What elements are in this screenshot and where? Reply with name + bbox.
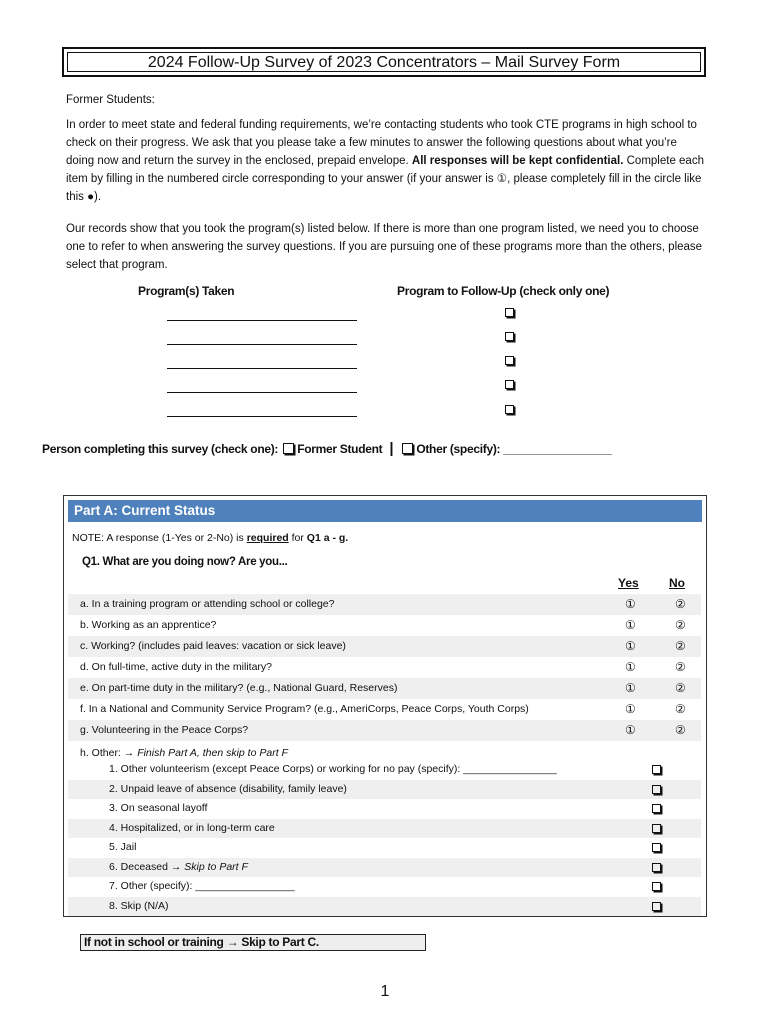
- h-label: h. Other: →: [80, 747, 138, 759]
- note-questions: Q1 a - g.: [306, 532, 349, 544]
- q1-row-label: a. In a training program or attending school or college?: [80, 598, 335, 610]
- program-blank-2[interactable]: [167, 343, 357, 345]
- no-circle[interactable]: ②: [675, 618, 686, 632]
- yes-circle[interactable]: ①: [625, 681, 636, 695]
- other-option-8: [68, 897, 701, 917]
- no-circle[interactable]: ②: [675, 660, 686, 674]
- q1-row-g: [68, 720, 701, 741]
- person-completing: [42, 440, 612, 457]
- yes-circle[interactable]: ①: [625, 618, 636, 632]
- q1-row-e: [68, 678, 701, 699]
- followup-header: Program to Follow-Up (check only one): [397, 284, 610, 298]
- q1-row-label: d. On full-time, active duty in the military?: [80, 661, 272, 673]
- other-option-6: [68, 858, 701, 878]
- q1-row-label: c. Working? (includes paid leaves: vacation or sick leave): [80, 640, 346, 652]
- person-label: Person completing this survey (check one):: [42, 442, 279, 456]
- program-blank-5[interactable]: [167, 415, 357, 417]
- option-label: [109, 858, 248, 878]
- part-a-header: Part A: Current Status: [68, 500, 702, 522]
- q1-row-h: [80, 747, 288, 759]
- q1-row-label: e. On part-time duty in the military? (e.g., National Guard, Reserves): [80, 682, 398, 694]
- q1-row-c: [68, 636, 701, 657]
- h-instruction: Finish Part A, then skip to Part F: [137, 747, 288, 759]
- note-text: NOTE: A response (1-Yes or 2-No) is: [72, 532, 247, 544]
- form-title: 2024 Follow-Up Survey of 2023 Concentrators – Mail Survey Form: [67, 52, 701, 72]
- option-checkbox[interactable]: [652, 765, 661, 774]
- followup-checkbox-3[interactable]: [505, 356, 514, 365]
- option-label: 5. Jail: [109, 841, 137, 853]
- option-checkbox[interactable]: [652, 785, 661, 794]
- other-option-4: [68, 819, 701, 839]
- other-option-7: [68, 877, 701, 897]
- no-column-header: No: [669, 576, 685, 590]
- followup-checkbox-2[interactable]: [505, 332, 514, 341]
- other-option-3: [68, 799, 701, 819]
- no-circle[interactable]: ②: [675, 597, 686, 611]
- no-circle[interactable]: ②: [675, 702, 686, 716]
- q1-question: Q1. What are you doing now? Are you...: [82, 556, 288, 568]
- former-student-checkbox[interactable]: [283, 443, 294, 454]
- other-checkbox[interactable]: [402, 443, 413, 454]
- intro-text-2: Complete each item by filling in the numbered circle corresponding to your answer (if your answer is ①, please completely fill in the circle like this ●).: [66, 155, 704, 203]
- q1-row-b: [68, 615, 701, 636]
- deceased-instruction: Skip to Part F: [184, 860, 248, 873]
- option-label: 1. Other volunteerism (except Peace Corps) or working for no pay (specify): ________________: [109, 763, 557, 775]
- followup-checkbox-5[interactable]: [505, 405, 514, 414]
- q1-row-f: [68, 699, 701, 720]
- option-checkbox[interactable]: [652, 863, 661, 872]
- programs-taken-header: Program(s) Taken: [138, 284, 235, 298]
- option-checkbox[interactable]: [652, 804, 661, 813]
- option-label: 8. Skip (N/A): [109, 899, 169, 912]
- followup-checkbox-4[interactable]: [505, 380, 514, 389]
- other-label: Other (specify): _________________: [416, 442, 612, 456]
- program-blank-3[interactable]: [167, 367, 357, 369]
- program-blank-1[interactable]: [167, 319, 357, 321]
- option-label: 3. On seasonal layoff: [109, 802, 208, 814]
- yes-circle[interactable]: ①: [625, 702, 636, 716]
- part-a-note: [72, 532, 348, 544]
- other-option-1: [68, 760, 701, 780]
- salutation: Former Students:: [66, 94, 155, 106]
- records-paragraph: Our records show that you took the program(s) listed below. If there is more than one program listed, we need you to choose one to refer to when answering the survey questions. If you are pursuing one of these programs more than the others, please select that program.: [66, 223, 703, 271]
- page-number: 1: [380, 983, 390, 1000]
- q1-row-d: [68, 657, 701, 678]
- form-title-box: [62, 47, 706, 77]
- q1-row-label: b. Working as an apprentice?: [80, 619, 217, 631]
- deceased-label: 6. Deceased →: [109, 860, 185, 873]
- option-checkbox[interactable]: [652, 824, 661, 833]
- no-circle[interactable]: ②: [675, 723, 686, 737]
- no-circle[interactable]: ②: [675, 681, 686, 695]
- skip-instruction: If not in school or training → Skip to Part C.: [80, 934, 426, 951]
- intro-text-1: In order to meet state and federal funding requirements, we’re contacting students who took CTE programs in high school to check on their progress. We ask that you please take a few minutes to answer the following questions about what you’re doing now and return the survey in the enclosed, prepaid envelope.: [66, 119, 697, 167]
- other-option-5: [68, 838, 701, 858]
- option-label: 2. Unpaid leave of absence (disability, family leave): [109, 782, 347, 795]
- option-checkbox[interactable]: [652, 882, 661, 891]
- option-label: 4. Hospitalized, or in long-term care: [109, 821, 275, 834]
- option-label: 7. Other (specify): _________________: [109, 880, 295, 892]
- note-required: required: [246, 532, 289, 544]
- option-checkbox[interactable]: [652, 843, 661, 852]
- q1-row-label: g. Volunteering in the Peace Corps?: [80, 724, 249, 736]
- other-option-2: [68, 780, 701, 800]
- separator: |: [389, 440, 394, 457]
- yes-circle[interactable]: ①: [625, 639, 636, 653]
- yes-circle[interactable]: ①: [625, 597, 636, 611]
- part-a-section: [63, 495, 707, 917]
- no-circle[interactable]: ②: [675, 639, 686, 653]
- yes-column-header: Yes: [618, 576, 639, 590]
- note-mid: for: [288, 532, 307, 544]
- intro-paragraph: [66, 116, 706, 206]
- yes-circle[interactable]: ①: [625, 723, 636, 737]
- former-student-label: Former Student: [297, 442, 383, 456]
- option-checkbox[interactable]: [652, 902, 661, 911]
- intro-confidential: All responses will be kept confidential.: [411, 155, 624, 167]
- followup-checkbox-1[interactable]: [505, 308, 514, 317]
- q1-row-label: f. In a National and Community Service Program? (e.g., AmeriCorps, Peace Corps, Youth Corps): [80, 703, 529, 715]
- program-blank-4[interactable]: [167, 391, 357, 393]
- yes-circle[interactable]: ①: [625, 660, 636, 674]
- q1-row-a: [68, 594, 701, 615]
